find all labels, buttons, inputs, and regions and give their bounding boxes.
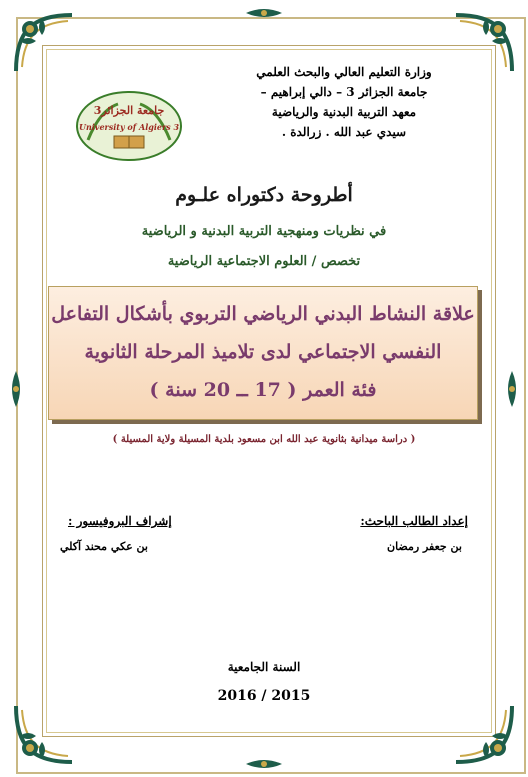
logo-latin-text: University of Algiers 3	[78, 122, 180, 132]
thesis-title-box	[48, 286, 478, 420]
thesis-title-line-1: علاقة النشاط البدني الرياضي التربوي بأشكال التفاعل	[51, 303, 475, 325]
corner-ornament-top-left	[12, 11, 76, 75]
prepared-by-name: بن جعفر رمضان	[386, 540, 462, 553]
supervisor-name: بن عكي محند آكلي	[60, 540, 148, 553]
location-line: سيدي عبد الله . زرالدة .	[281, 125, 407, 139]
specialty-field: في نظريات ومنهجية التربية البدنية و الرياضية	[141, 224, 387, 239]
ministry-line: وزارة التعليم العالي والبحث العلمي	[256, 65, 432, 79]
thesis-type: أطروحة دكتوراه علـوم	[175, 184, 353, 206]
thesis-title	[49, 295, 477, 409]
academic-year: 2016 / 2015	[217, 688, 311, 704]
ministry-header	[224, 62, 464, 142]
bottom-ornament	[244, 754, 284, 774]
top-ornament	[244, 3, 284, 23]
corner-ornament-bottom-left	[12, 702, 76, 766]
institute-line: معهد التربية البدنية والرياضية	[271, 105, 417, 119]
university-line: جامعة الجزائر 3 – دالي إبراهيم –	[260, 85, 428, 99]
academic-year-label: السنة الجامعية	[227, 660, 301, 674]
study-note: ( دراسة ميدانية بثانوية عبد الله ابن مسعود بلدية المسيلة ولاية المسيلة )	[112, 434, 416, 445]
side-ornament-right	[502, 369, 522, 409]
university-logo	[74, 90, 184, 162]
supervisor-label: إشراف البروفيسور :	[68, 514, 172, 528]
specialty-branch: تخصص / العلوم الاجتماعية الرياضية	[167, 254, 361, 269]
corner-ornament-bottom-right	[452, 702, 516, 766]
side-ornament-left	[6, 369, 26, 409]
logo-arabic-text: جامعة الجزائر3	[93, 104, 165, 117]
prepared-by-label: إعداد الطالب الباحث:	[360, 514, 468, 528]
thesis-title-line-2: النفسي الاجتماعي لدى تلاميذ المرحلة الثانوية	[84, 341, 442, 363]
thesis-title-line-3: فئة العمر ( 17 ــ 20 سنة )	[149, 379, 377, 401]
